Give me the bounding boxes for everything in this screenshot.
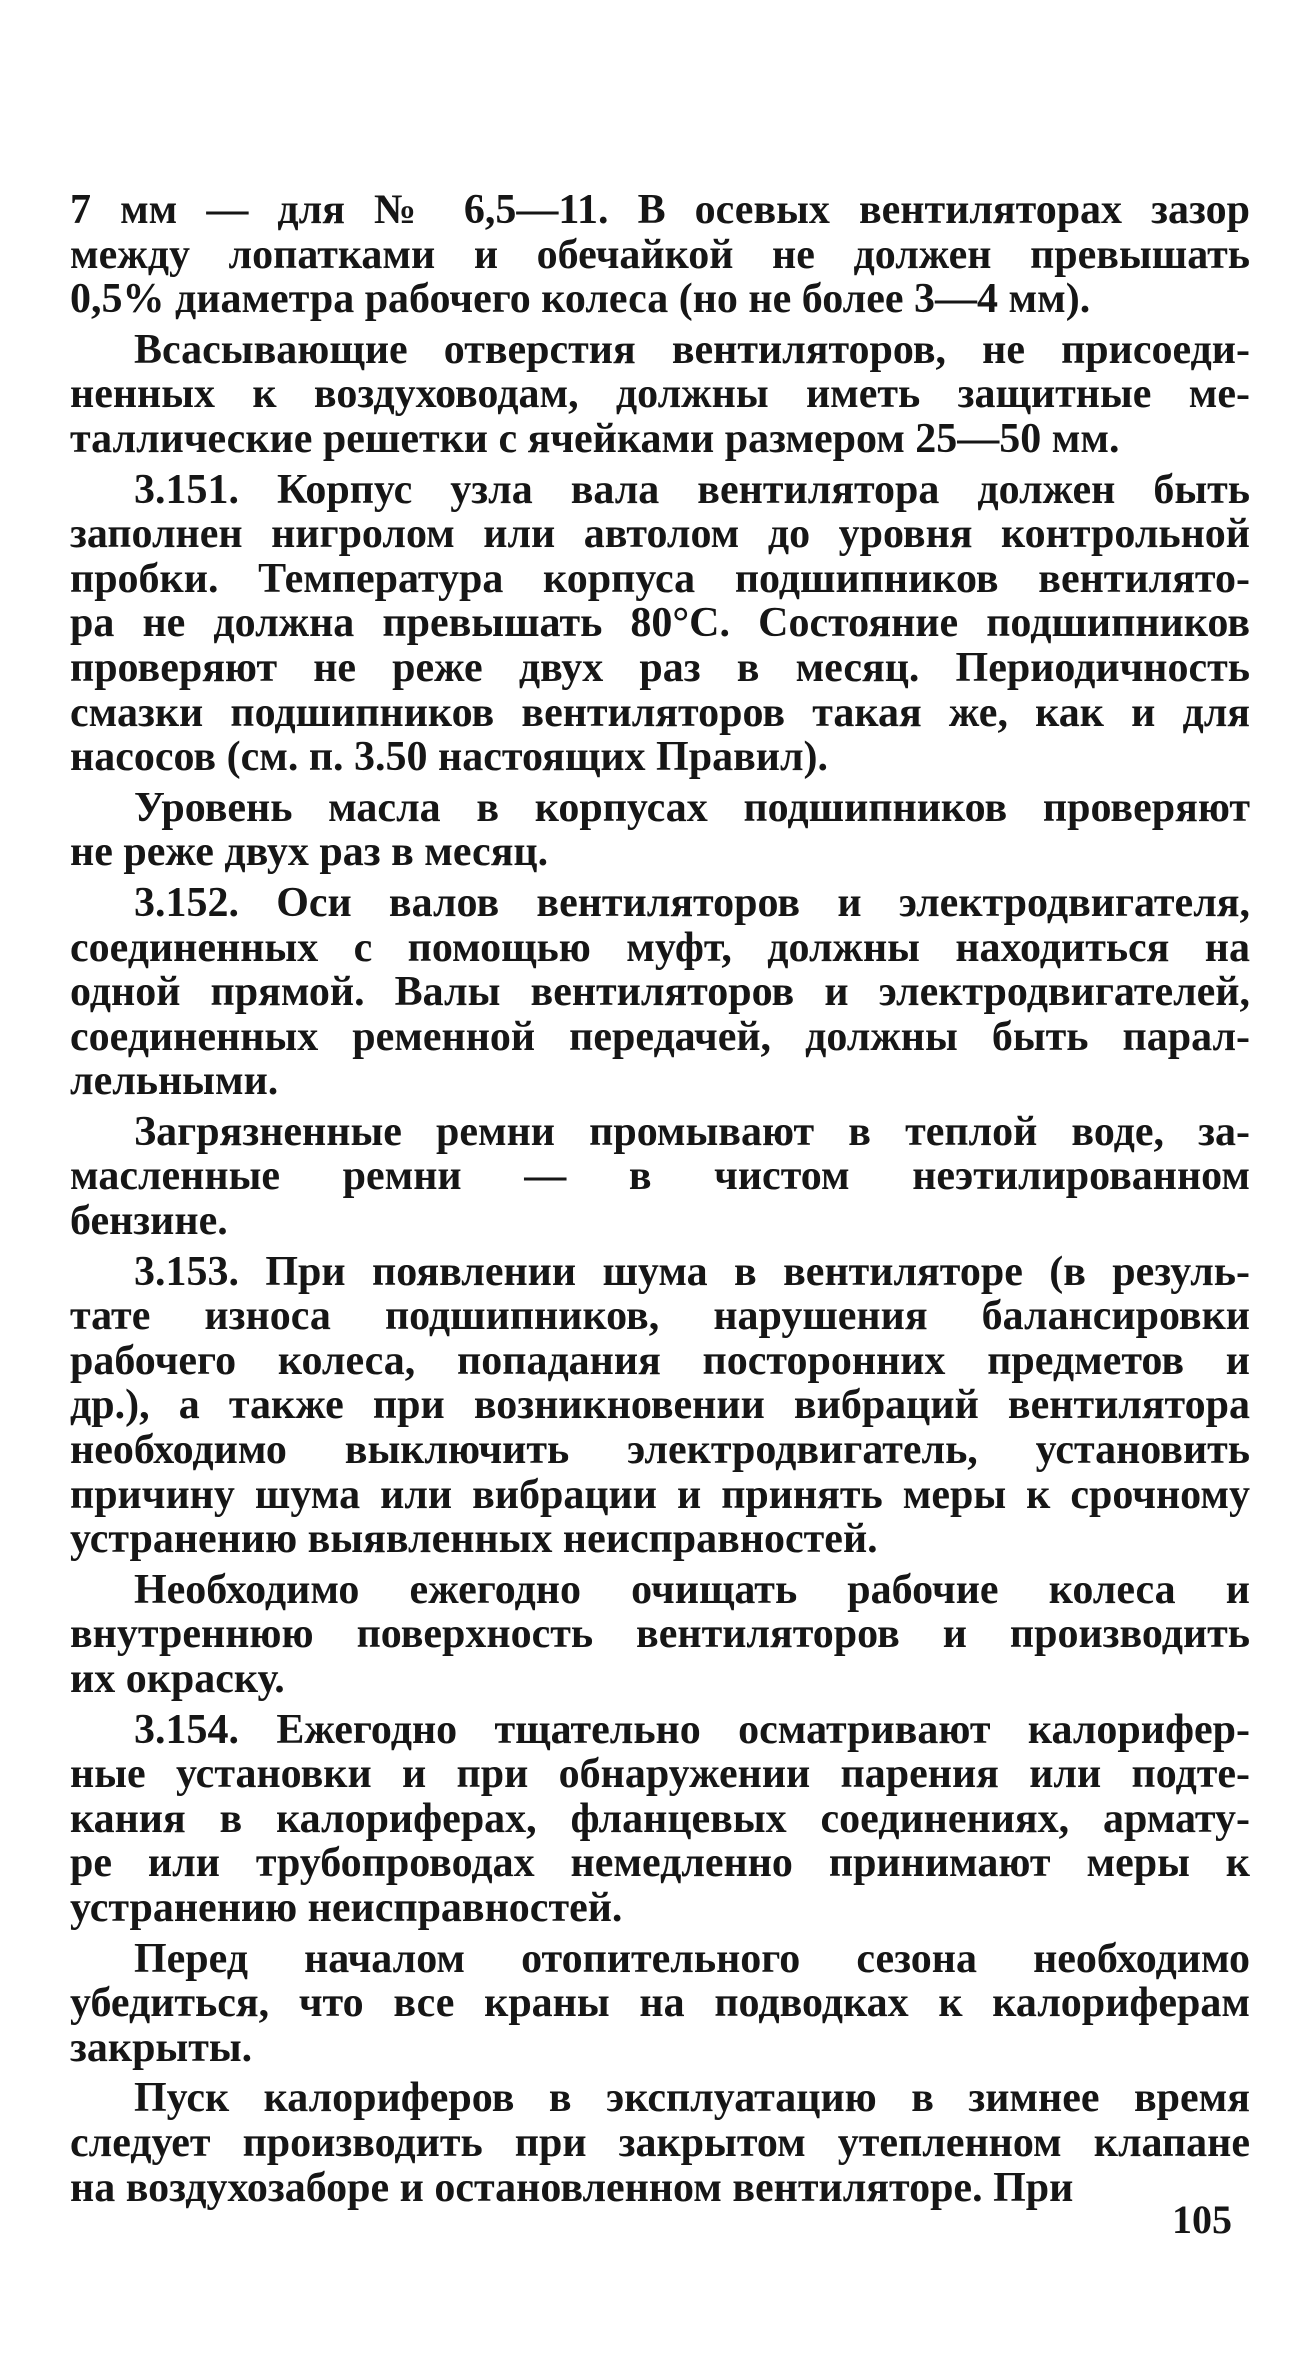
text-line: ные установки и при обнаружении парения или подте- xyxy=(70,1751,1250,1798)
text-line: соединенных ременной передачей, должны быть парал- xyxy=(70,1013,1250,1060)
text-line: одной прямой. Валы вентиляторов и электродвигателей, xyxy=(70,969,1250,1016)
paragraph xyxy=(70,1937,1250,2071)
text-line: 3.151. Корпус узла вала вентилятора должен быть xyxy=(134,466,1250,513)
text-line: их окраску. xyxy=(70,1656,285,1702)
text-line: Уровень масла в корпусах подшипников проверяют xyxy=(134,784,1250,831)
text-line: устранению неисправностей. xyxy=(70,1884,623,1931)
text-line: бензине. xyxy=(70,1198,228,1245)
text-line: рабочего колеса, попадания посторонних предметов и xyxy=(70,1337,1250,1384)
text-line: Всасывающие отверстия вентиляторов, не присоеди- xyxy=(134,326,1250,373)
text-line: насосов (см. п. 3.50 настоящих Правил). xyxy=(70,734,829,781)
text-line: 7 мм — для № 6,5—11. В осевых вентиляторах зазор xyxy=(70,187,1250,233)
text-line: 0,5% диаметра рабочего колеса (но не более 3—4 мм). xyxy=(70,276,1091,323)
text-line: проверяют не реже двух раз в месяц. Периодичность xyxy=(70,644,1250,691)
text-line: кания в калориферах, фланцевых соединениях, армату- xyxy=(70,1795,1250,1842)
paragraph xyxy=(70,786,1250,875)
text-line: таллические решетки с ячейками размером 25—50 мм. xyxy=(70,415,1120,462)
paragraph xyxy=(70,1250,1250,1562)
text-line: следует производить при закрытом утепленном клапане xyxy=(70,2119,1250,2166)
text-line: необходимо выключить электродвигатель, установить xyxy=(70,1427,1250,1474)
text-line: Пуск калориферов в эксплуатацию в зимнее время xyxy=(134,2075,1250,2122)
text-line: между лопатками и обечайкой не должен превышать xyxy=(70,231,1250,278)
text-line: закрыты. xyxy=(70,2024,253,2071)
text-line: 3.153. При появлении шума в вентиляторе (в резуль- xyxy=(134,1248,1250,1295)
text-line: 3.152. Оси валов вентиляторов и электродвигателя, xyxy=(134,879,1250,926)
text-line: Перед началом отопительного сезона необходимо xyxy=(134,1935,1250,1982)
paragraph xyxy=(70,328,1250,462)
text-line: внутреннюю поверхность вентиляторов и производить xyxy=(70,1611,1250,1658)
text-line: устранению выявленных неисправностей. xyxy=(70,1516,878,1563)
paragraph xyxy=(70,1568,1250,1702)
paragraph xyxy=(70,468,1250,780)
text-line: Необходимо ежегодно очищать рабочие колеса и xyxy=(134,1566,1250,1613)
document-page xyxy=(70,188,1250,2210)
paragraph xyxy=(70,1708,1250,1931)
text-line: убедиться, что все краны на подводках к калориферам xyxy=(70,1980,1250,2027)
text-line: др.), а также при возникновении вибраций вентилятора xyxy=(70,1382,1250,1429)
text-line: 3.154. Ежегодно тщательно осматривают калорифер- xyxy=(134,1706,1250,1753)
text-line: смазки подшипников вентиляторов такая же, как и для xyxy=(70,689,1250,736)
paragraph xyxy=(70,1110,1250,1244)
paragraph xyxy=(70,881,1250,1104)
text-line: ра не должна превышать 80°С. Состояние подшипников xyxy=(70,600,1250,647)
paragraph xyxy=(70,188,1250,322)
text-line: масленные ремни — в чистом неэтилированном xyxy=(70,1153,1250,1200)
text-line: Загрязненные ремни промывают в теплой воде, за- xyxy=(134,1108,1250,1155)
text-line: на воздухозаборе и остановленном вентиляторе. При xyxy=(70,2164,1074,2211)
text-line: тате износа подшипников, нарушения балансировки xyxy=(70,1293,1250,1340)
text-line: ненных к воздуховодам, должны иметь защитные ме- xyxy=(70,371,1250,418)
text-line: соединенных с помощью муфт, должны находиться на xyxy=(70,924,1250,971)
text-line: лельными. xyxy=(70,1058,279,1105)
text-line: ре или трубопроводах немедленно принимают меры к xyxy=(70,1840,1250,1887)
text-line: причину шума или вибрации и принять меры к срочному xyxy=(70,1471,1250,1518)
page-number: 105 xyxy=(1172,2197,1232,2242)
text-line: не реже двух раз в месяц. xyxy=(70,829,549,876)
text-line: пробки. Температура корпуса подшипников вентилято- xyxy=(70,555,1250,602)
text-line: заполнен нигролом или автолом до уровня контрольной xyxy=(70,511,1250,558)
paragraph xyxy=(70,2076,1250,2210)
